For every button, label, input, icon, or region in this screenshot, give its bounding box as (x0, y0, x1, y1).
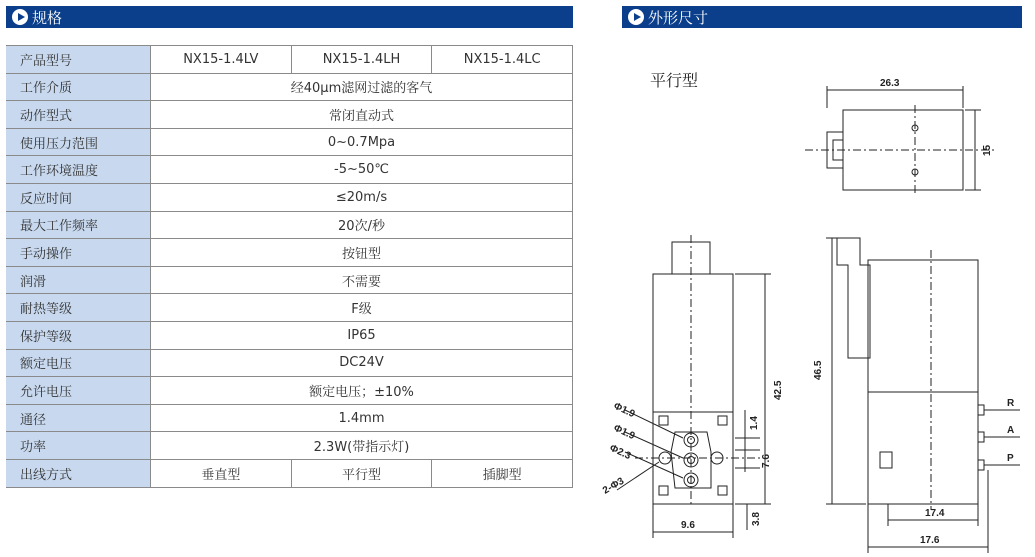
table-row (6, 183, 573, 211)
table-row (6, 294, 573, 322)
row-label: 工作环境温度 (6, 156, 151, 184)
table-row (6, 46, 573, 74)
table-row (6, 321, 573, 349)
row-value: 额定电压；±10% (151, 377, 573, 405)
row-label: 最大工作频率 (6, 211, 151, 239)
dim-hole-3: 2-Φ3 (601, 475, 627, 497)
model-cell: NX15-1.4LV (151, 46, 292, 74)
table-row (6, 377, 573, 405)
row-label: 反应时间 (6, 183, 151, 211)
row-value: -5~50℃ (151, 156, 573, 184)
row-label: 工作介质 (6, 73, 151, 101)
row-label: 使用压力范围 (6, 128, 151, 156)
table-row (6, 211, 573, 239)
row-value: 按钮型 (151, 239, 573, 267)
row-value: 20次/秒 (151, 211, 573, 239)
row-label: 允许电压 (6, 377, 151, 405)
row-label: 保护等级 (6, 321, 151, 349)
side-view (826, 238, 1020, 553)
row-value: IP65 (151, 321, 573, 349)
row-value: 常闭直动式 (151, 101, 573, 129)
table-row (6, 349, 573, 377)
front-view (617, 235, 771, 538)
table-row (6, 459, 573, 487)
spec-section-header (6, 6, 573, 28)
wiring-cell: 插脚型 (432, 459, 573, 487)
spec-table (6, 45, 573, 488)
dim-26-3: 26.3 (880, 78, 900, 89)
dim-hole-1-9a: Φ1.9 (611, 400, 637, 421)
row-label: 功率 (6, 432, 151, 460)
row-value: 2.3W(带指示灯) (151, 432, 573, 460)
row-value: 0~0.7Mpa (151, 128, 573, 156)
table-row (6, 432, 573, 460)
drawing-type-label: 平行型 (650, 71, 699, 90)
port-r-label: R (1007, 398, 1015, 409)
dim-15: 15 (982, 144, 993, 156)
wiring-cell: 垂直型 (151, 459, 292, 487)
top-view (805, 86, 995, 195)
dim-7-6: 7.6 (761, 454, 772, 468)
table-row (6, 156, 573, 184)
dim-17-6: 17.6 (920, 535, 940, 546)
table-row (6, 101, 573, 129)
dim-9-6: 9.6 (681, 520, 695, 531)
arrow-right-icon (628, 9, 644, 25)
row-label: 通径 (6, 404, 151, 432)
dim-3-8: 3.8 (751, 512, 762, 526)
row-value: 不需要 (151, 266, 573, 294)
port-p-label: P (1007, 453, 1014, 464)
dim-1-4: 1.4 (749, 416, 760, 430)
model-cell: NX15-1.4LC (432, 46, 573, 74)
row-value: 1.4mm (151, 404, 573, 432)
row-value: ≤20m/s (151, 183, 573, 211)
row-label: 出线方式 (6, 459, 151, 487)
row-label: 耐热等级 (6, 294, 151, 322)
dimension-drawing (595, 60, 1025, 555)
wiring-cell: 平行型 (291, 459, 432, 487)
dim-section-title: 外形尺寸 (648, 8, 709, 27)
row-label: 手动操作 (6, 239, 151, 267)
table-row (6, 404, 573, 432)
arrow-right-icon (12, 9, 28, 25)
row-label: 产品型号 (6, 46, 151, 74)
table-row (6, 266, 573, 294)
row-value: DC24V (151, 349, 573, 377)
model-cell: NX15-1.4LH (291, 46, 432, 74)
row-label: 润滑 (6, 266, 151, 294)
dim-46-5: 46.5 (813, 360, 824, 380)
row-value: 经40μm滤网过滤的客气 (151, 73, 573, 101)
row-label: 额定电压 (6, 349, 151, 377)
dim-section-header (622, 6, 1022, 28)
spec-section-title: 规格 (32, 8, 63, 27)
table-row (6, 128, 573, 156)
dim-hole-2-3: Φ2.3 (607, 442, 633, 463)
dim-hole-1-9b: Φ1.9 (611, 422, 637, 443)
table-row (6, 73, 573, 101)
row-label: 动作型式 (6, 101, 151, 129)
table-row (6, 239, 573, 267)
row-value: F级 (151, 294, 573, 322)
dim-42-5: 42.5 (773, 380, 784, 400)
port-a-label: A (1007, 425, 1015, 436)
dim-17-4: 17.4 (925, 508, 945, 519)
